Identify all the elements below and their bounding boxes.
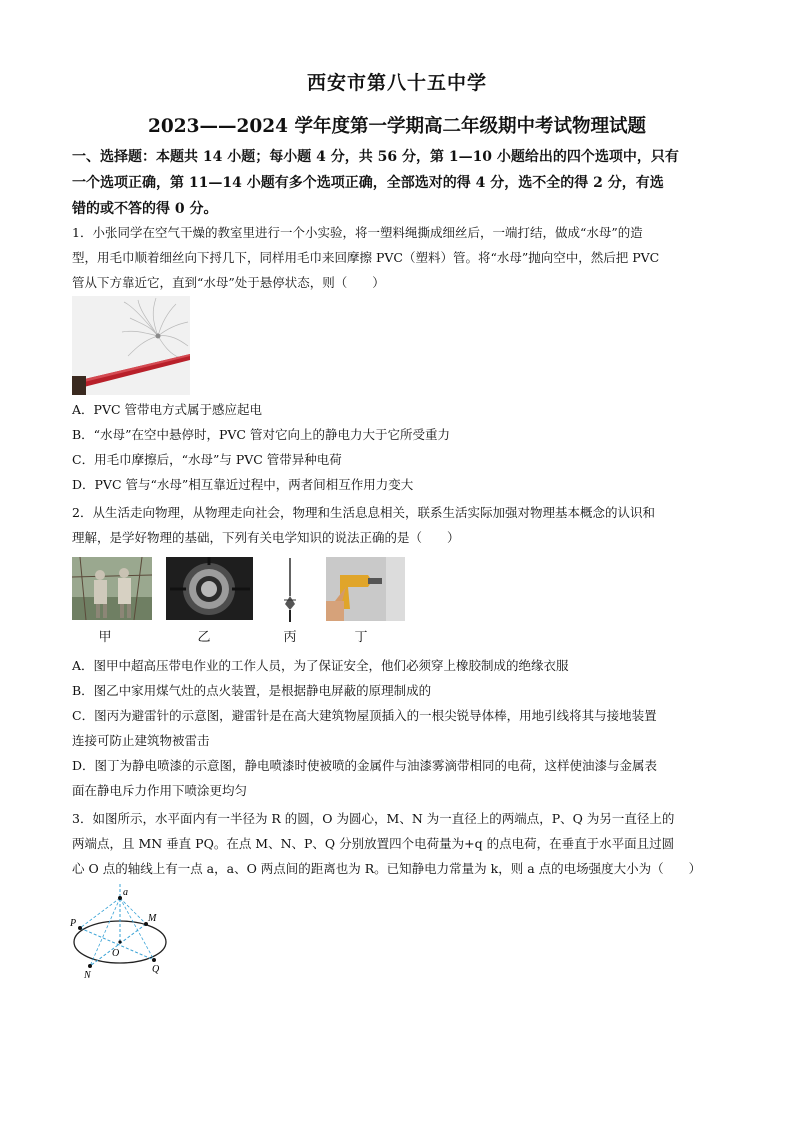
jellyfish-pvc-illustration bbox=[72, 296, 190, 395]
stem-line: 3．如图所示，水平面内有一半径为 R 的圆，O 为圆心，M、N 为一直径上的两端点，P、Q 为另一直径上的 bbox=[72, 811, 675, 826]
label-p: P bbox=[70, 918, 77, 929]
point-a bbox=[118, 896, 122, 900]
stem-line: 型，用毛巾顺着细丝向下捋几下，同样用毛巾来回摩擦 PVC（塑料）管。将“水母”抛向空中，然后把 PVC bbox=[72, 250, 660, 265]
q2-option-a: A．图甲中超高压带电作业的工作人员，为了保证安全，他们必须穿上橡胶制成的绝缘衣服 bbox=[72, 658, 569, 673]
q2-option-c: C．图丙为避雷针的示意图，避雷针是在高大建筑物屋顶插入的一根尖锐导体棒，用地引线将其与接地装置 bbox=[72, 708, 657, 723]
q2-option-d-cont: 面在静电斥力作用下喷涂更均匀 bbox=[72, 783, 248, 798]
point-q bbox=[152, 958, 156, 962]
stem-line: 管从下方靠近它，直到“水母”处于悬停状态，则（ ） bbox=[72, 275, 385, 290]
caption-ding: 丁 bbox=[354, 630, 368, 645]
question-3-stem bbox=[72, 806, 724, 881]
exam-title: 2023——2024 学年度第一学期高二年级期中考试物理试题 bbox=[148, 116, 646, 137]
stem-line: 两端点，且 MN 垂直 PQ。在点 M、N、P、Q 分别放置四个电荷量为+q 的点电荷，在垂直于水平面且过圆 bbox=[72, 836, 675, 851]
stem-line: 2．从生活走向物理，从物理走向社会，物理和生活息息相关，联系生活实际加强对物理基本概念的认识和 bbox=[72, 505, 655, 520]
label-a: a bbox=[123, 887, 128, 898]
q1-option-a: A．PVC 管带电方式属于感应起电 bbox=[72, 402, 263, 417]
gas-stove-illustration bbox=[166, 557, 253, 620]
q2-option-c-cont: 连接可防止建筑物被雷击 bbox=[72, 733, 210, 748]
q1-option-c: C．用毛巾摩擦后，“水母”与 PVC 管带异种电荷 bbox=[72, 452, 342, 467]
section-line: 一个选项正确，第 11—14 小题有多个选项正确，全部选对的得 4 分，选不全的得 2 分，有选 bbox=[72, 175, 664, 191]
photo-jia-workers bbox=[72, 557, 152, 620]
circle-charges-diagram bbox=[66, 880, 176, 980]
photo-ding-spray-gun bbox=[326, 557, 405, 621]
point-o bbox=[118, 940, 121, 943]
caption-jia: 甲 bbox=[98, 630, 112, 645]
question-1-stem bbox=[72, 220, 724, 295]
school-name: 西安市第八十五中学 bbox=[306, 72, 487, 94]
jellyfish-pvc-photo bbox=[72, 296, 190, 395]
label-o: O bbox=[112, 948, 120, 959]
spray-gun-illustration bbox=[326, 557, 405, 621]
label-q: Q bbox=[152, 964, 160, 975]
section-line: 一、选择题：本题共 14 小题；每小题 4 分，共 56 分，第 1—10 小题给出的四个选项中，只有 bbox=[72, 149, 679, 165]
caption-bing: 丙 bbox=[283, 630, 297, 645]
q2-option-b: B．图乙中家用煤气灶的点火装置，是根据静电屏蔽的原理制成的 bbox=[72, 683, 432, 698]
photo-bing-lightning-rod bbox=[278, 556, 302, 624]
q1-option-b: B．“水母”在空中悬停时，PVC 管对它向上的静电力大于它所受重力 bbox=[72, 427, 450, 442]
photo-yi-gas-stove bbox=[166, 557, 253, 620]
stem-line: 理解，是学好物理的基础，下列有关电学知识的说法正确的是（ ） bbox=[72, 530, 460, 545]
lightning-rod-illustration bbox=[278, 556, 302, 624]
stem-line: 1．小张同学在空气干燥的教室里进行一个小实验，将一塑料绳撕成细丝后，一端打结，做成“水母”的造 bbox=[72, 225, 643, 240]
label-n: N bbox=[84, 970, 91, 980]
caption-yi: 乙 bbox=[197, 630, 211, 645]
point-p bbox=[78, 926, 82, 930]
label-m: M bbox=[148, 913, 157, 924]
stem-line: 心 O 点的轴线上有一点 a，a、O 两点间的距离也为 R。已知静电力常量为 k，则 a 点的电场强度大小为（ ） bbox=[72, 861, 702, 876]
q1-option-d: D．PVC 管与“水母”相互靠近过程中，两者间相互作用力变大 bbox=[72, 477, 414, 492]
point-n bbox=[88, 964, 92, 968]
workers-illustration bbox=[72, 557, 152, 620]
q2-option-d: D．图丁为静电喷漆的示意图，静电喷漆时使被喷的金属件与油漆雾滴带相同的电荷，这样使油漆与金属表 bbox=[72, 758, 658, 773]
section-line: 错的或不答的得 0 分。 bbox=[72, 201, 218, 217]
section-instructions bbox=[72, 144, 724, 222]
question-2-stem bbox=[72, 500, 724, 550]
circle-diagram-svg bbox=[66, 880, 176, 980]
